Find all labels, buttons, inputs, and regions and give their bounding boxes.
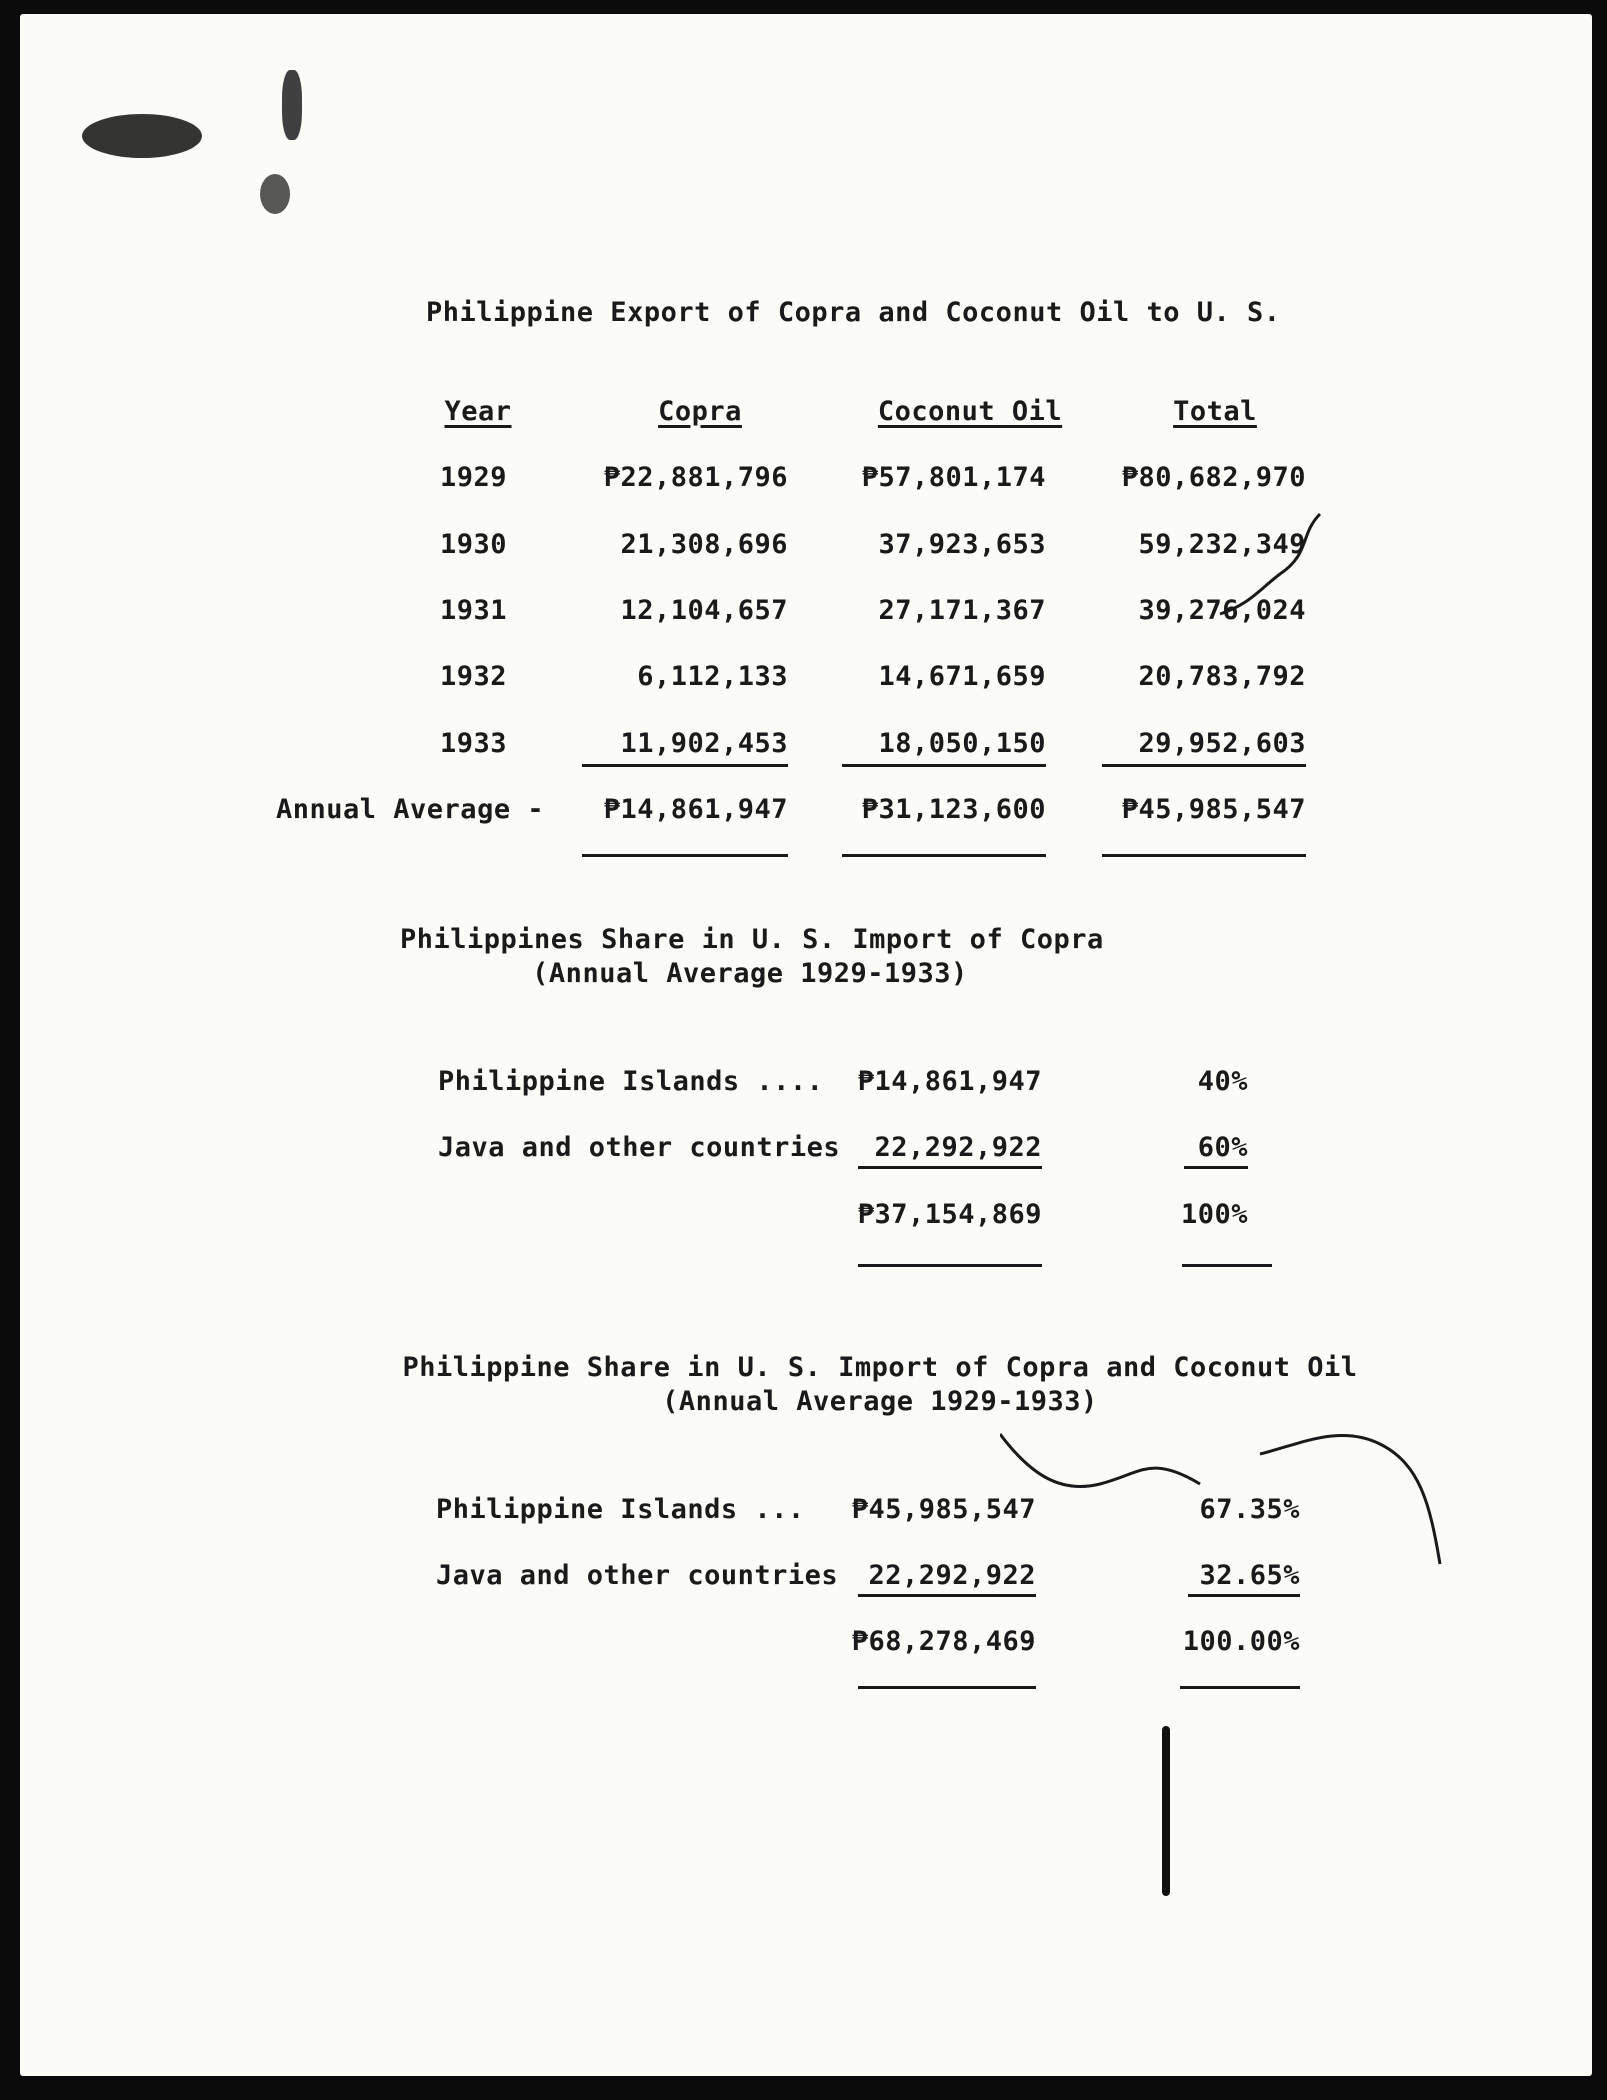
total-rule — [1180, 1686, 1300, 1689]
subtotal-rule — [1184, 1166, 1248, 1169]
total-rule — [582, 854, 788, 857]
table2-total-percent: 100% — [1180, 1199, 1248, 1230]
table-cell-coconut-oil: 27,171,367 — [878, 595, 1046, 626]
table2-row-percent: 60% — [1197, 1132, 1248, 1163]
table-cell-copra: 11,902,453 — [620, 728, 788, 759]
table2-row-label: Java and other countries — [438, 1132, 841, 1163]
table3-row-value: 22,292,922 — [868, 1560, 1036, 1591]
table2-subtitle: (Annual Average 1929-1933) — [532, 958, 968, 989]
table3-row-percent: 32.65% — [1199, 1560, 1300, 1591]
table-row-year: 1930 — [440, 529, 508, 560]
table-row-year: 1932 — [440, 661, 508, 692]
table-cell-total: 20,783,792 — [1138, 661, 1306, 692]
ink-stain — [282, 70, 302, 140]
table2-title: Philippines Share in U. S. Import of Copra — [400, 924, 1104, 955]
table3-row-label: Java and other countries — [436, 1560, 839, 1591]
table-cell-total: ₱80,682,970 — [1121, 462, 1306, 493]
subtotal-rule — [582, 764, 788, 767]
document-page — [20, 14, 1592, 2076]
table3-row-value: ₱45,985,547 — [851, 1494, 1036, 1525]
table-cell-total: 29,952,603 — [1138, 728, 1306, 759]
table-cell-coconut-oil: ₱57,801,174 — [861, 462, 1046, 493]
header-coconut-oil: Coconut Oil — [877, 396, 1063, 427]
subtotal-rule — [1188, 1594, 1300, 1597]
table-cell-coconut-oil: 18,050,150 — [878, 728, 1046, 759]
total-rule — [842, 854, 1046, 857]
annual-average-label: Annual Average - — [276, 794, 545, 825]
total-rule — [858, 1686, 1036, 1689]
table3-total-percent: 100.00% — [1182, 1626, 1300, 1657]
header-copra: Copra — [658, 396, 742, 427]
table2-row-value: 22,292,922 — [874, 1132, 1042, 1163]
ink-stain — [260, 174, 290, 214]
average-coconut-oil: ₱31,123,600 — [861, 794, 1046, 825]
ink-stroke — [1162, 1726, 1170, 1896]
scan-border — [0, 2076, 1607, 2100]
table-cell-copra: ₱22,881,796 — [603, 462, 788, 493]
table-cell-coconut-oil: 14,671,659 — [878, 661, 1046, 692]
table3-row-label: Philippine Islands ... — [436, 1494, 805, 1525]
subtotal-rule — [858, 1166, 1042, 1169]
total-rule — [858, 1264, 1042, 1267]
table3-title: Philippine Share in U. S. Import of Copra and Coconut Oil — [402, 1352, 1358, 1383]
subtotal-rule — [842, 764, 1046, 767]
table2-row-value: ₱14,861,947 — [857, 1066, 1042, 1097]
table3-row-percent: 67.35% — [1199, 1494, 1300, 1525]
average-total: ₱45,985,547 — [1121, 794, 1306, 825]
total-rule — [1182, 1264, 1272, 1267]
table-row-year: 1931 — [440, 595, 508, 626]
average-copra: ₱14,861,947 — [603, 794, 788, 825]
table2-total-value: ₱37,154,869 — [857, 1199, 1042, 1230]
subtotal-rule — [858, 1594, 1036, 1597]
table2-row-percent: 40% — [1197, 1066, 1248, 1097]
table3-total-value: ₱68,278,469 — [851, 1626, 1036, 1657]
table1-title: Philippine Export of Copra and Coconut Oil to U. S. — [426, 297, 1281, 328]
ink-stain — [82, 114, 202, 158]
table-cell-copra: 6,112,133 — [637, 661, 788, 692]
table-cell-copra: 21,308,696 — [620, 529, 788, 560]
table-cell-coconut-oil: 37,923,653 — [878, 529, 1046, 560]
total-rule — [1102, 854, 1306, 857]
header-total: Total — [1173, 396, 1257, 427]
table3-subtitle: (Annual Average 1929-1933) — [662, 1386, 1098, 1417]
table-cell-copra: 12,104,657 — [620, 595, 788, 626]
table-row-year: 1933 — [440, 728, 508, 759]
table2-row-label: Philippine Islands .... — [438, 1066, 824, 1097]
subtotal-rule — [1102, 764, 1306, 767]
header-year: Year — [444, 396, 512, 427]
table-cell-total: 39,276,024 — [1138, 595, 1306, 626]
table-cell-total: 59,232,349 — [1138, 529, 1306, 560]
table-row-year: 1929 — [440, 462, 508, 493]
